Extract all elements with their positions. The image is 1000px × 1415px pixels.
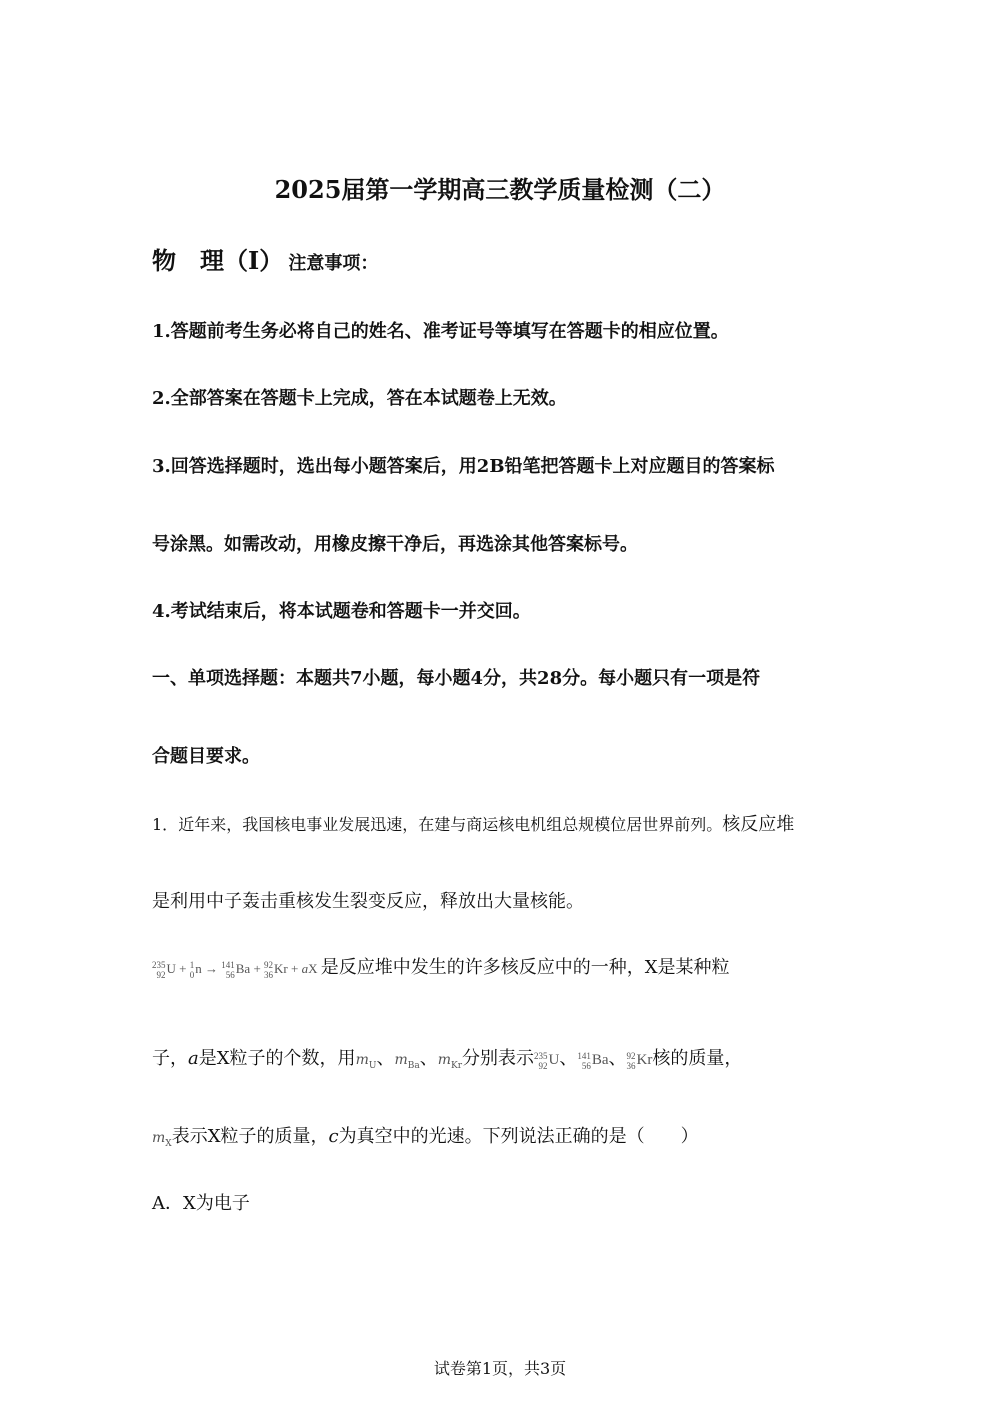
section-heading-cont: 合题目要求。 xyxy=(152,746,260,767)
question-1-line-4: 子，a是X粒子的个数，用$m_U$、$m_{Ba}$、$m_{Kr}$分别表示 235 92 U、 141 56 Ba、 92 36 Kr核的质量， xyxy=(152,1048,743,1072)
nuclide-kr92-ref: 92 36 Kr xyxy=(626,1051,653,1072)
mass-ba-symbol: $m_{Ba}$ xyxy=(394,1052,420,1071)
option-a[interactable]: A．X为电子 xyxy=(152,1193,250,1214)
notice-3: 3.回答选择题时，选出每小题答案后，用2B铅笔把答题卡上对应题目的答案标 xyxy=(152,456,775,477)
nuclide-u235-ref: 235 92 U xyxy=(534,1051,560,1072)
nuclear-equation: 235 92 U + 1 0 n → 141 56 Ba + 92 36 Kr + aX xyxy=(152,960,318,981)
nuclide-neutron: 1 0 n xyxy=(189,960,202,981)
notice-1: 1.答题前考生务必将自己的姓名、准考证号等填写在答题卡的相应位置。 xyxy=(152,321,729,342)
question-1-line-3 xyxy=(152,953,730,980)
question-1-line-5: $m_X$表示X粒子的质量，c为真空中的光速。下列说法正确的是（ ） xyxy=(152,1126,699,1149)
subject-name: 物 理（I） xyxy=(152,246,284,275)
mass-u-symbol: $m_U$ xyxy=(355,1052,377,1071)
notice-2: 2.全部答案在答题卡上完成，答在本试题卷上无效。 xyxy=(152,388,567,409)
nuclide-ba141: 141 56 Ba xyxy=(221,960,251,981)
question-1-line-2: 是利用中子轰击重核发生裂变反应，释放出大量核能。 xyxy=(152,891,584,912)
mass-x-symbol: $m_X$ xyxy=(152,1130,172,1149)
notice-label: 注意事项： xyxy=(288,253,379,274)
mass-kr-symbol: $m_{Kr}$ xyxy=(437,1052,463,1071)
nuclide-kr92: 92 36 Kr xyxy=(264,960,288,981)
nuclide-u235: 235 92 U xyxy=(152,960,176,981)
question-intro: 近年来，我国核电事业发展迅速，在建与商运核电机组总规模位居世界前列。 xyxy=(178,815,723,834)
question-intro-tail: 核反应堆 xyxy=(722,814,795,835)
page-title: 2025届第一学期高三教学质量检测（二） xyxy=(274,175,726,204)
equation-description: 是反应堆中发生的许多核反应中的一种，X是某种粒 xyxy=(320,957,730,978)
page-footer: 试卷第1页，共3页 xyxy=(433,1359,567,1378)
question-1-line-1 xyxy=(152,810,794,836)
notice-4: 4.考试结束后，将本试题卷和答题卡一并交回。 xyxy=(152,601,531,622)
subject-heading xyxy=(152,241,378,276)
notice-3-cont: 号涂黑。如需改动，用橡皮擦干净后，再选涂其他答案标号。 xyxy=(152,534,638,555)
nuclide-ba141-ref: 141 56 Ba xyxy=(577,1051,609,1072)
question-number: 1． xyxy=(152,815,179,834)
section-heading: 一、单项选择题：本题共7小题，每小题4分，共28分。每小题只有一项是符 xyxy=(152,668,761,689)
